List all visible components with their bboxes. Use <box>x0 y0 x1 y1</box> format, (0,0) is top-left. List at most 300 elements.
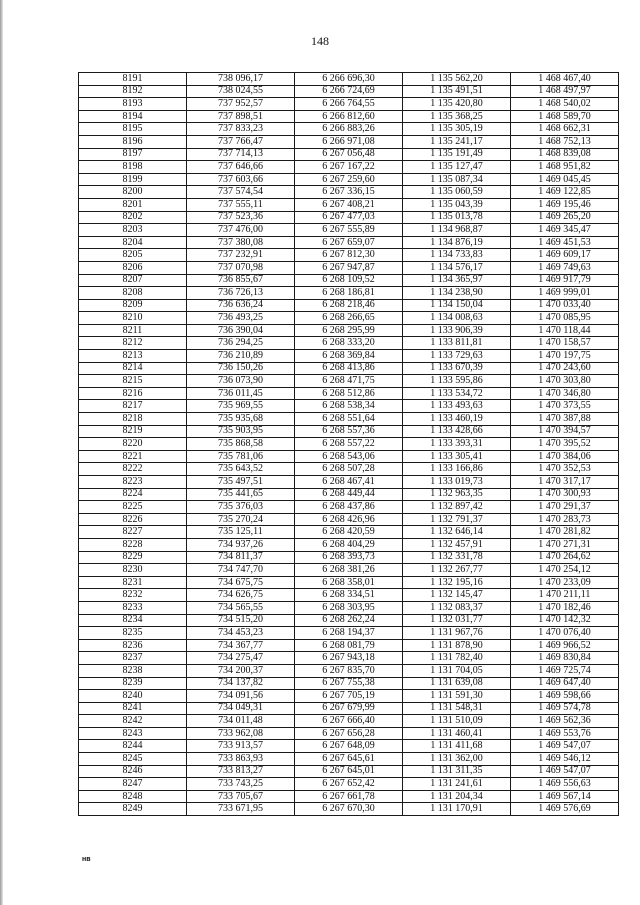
point-number-cell: 8234 <box>79 614 187 627</box>
table-row <box>79 727 619 740</box>
table-row <box>79 362 619 375</box>
point-number-cell: 8236 <box>79 639 187 652</box>
coordinate-cell: 1 133 166,86 <box>403 463 511 476</box>
point-number-cell: 8212 <box>79 337 187 350</box>
coordinate-cell: 736 011,45 <box>187 387 295 400</box>
coordinate-cell: 1 135 368,25 <box>403 110 511 123</box>
point-number-cell: 8228 <box>79 538 187 551</box>
point-number-cell: 8219 <box>79 425 187 438</box>
table-row <box>79 85 619 98</box>
table-row <box>79 740 619 753</box>
coordinate-cell: 1 469 966,52 <box>511 639 619 652</box>
coordinate-cell: 1 469 045,45 <box>511 173 619 186</box>
coordinate-cell: 1 470 387,88 <box>511 413 619 426</box>
table-row <box>79 463 619 476</box>
coordinate-cell: 6 268 426,96 <box>295 513 403 526</box>
table-row <box>79 211 619 224</box>
point-number-cell: 8204 <box>79 236 187 249</box>
coordinate-cell: 6 268 334,51 <box>295 589 403 602</box>
coordinate-cell: 6 267 056,48 <box>295 148 403 161</box>
coordinate-cell: 1 133 906,39 <box>403 324 511 337</box>
table-row <box>79 123 619 136</box>
coordinate-cell: 733 705,67 <box>187 790 295 803</box>
coordinate-cell: 1 131 878,90 <box>403 639 511 652</box>
coordinate-cell: 1 133 393,31 <box>403 438 511 451</box>
coordinate-cell: 6 268 393,73 <box>295 551 403 564</box>
point-number-cell: 8215 <box>79 375 187 388</box>
coordinate-cell: 1 135 241,17 <box>403 135 511 148</box>
coordinate-cell: 1 469 553,76 <box>511 727 619 740</box>
coordinate-cell: 1 470 243,60 <box>511 362 619 375</box>
coordinate-cell: 1 470 317,17 <box>511 476 619 489</box>
coordinate-cell: 1 468 589,70 <box>511 110 619 123</box>
coordinate-cell: 1 135 087,34 <box>403 173 511 186</box>
table-row <box>79 438 619 451</box>
coordinate-cell: 734 049,31 <box>187 702 295 715</box>
point-number-cell: 8224 <box>79 488 187 501</box>
table-row <box>79 564 619 577</box>
coordinate-cell: 735 441,65 <box>187 488 295 501</box>
coordinate-cell: 6 268 303,95 <box>295 601 403 614</box>
coordinate-cell: 1 470 142,32 <box>511 614 619 627</box>
coordinate-cell: 6 268 295,99 <box>295 324 403 337</box>
table-row <box>79 274 619 287</box>
coordinate-cell: 6 266 696,30 <box>295 73 403 86</box>
coordinate-cell: 737 574,54 <box>187 186 295 199</box>
coordinate-cell: 6 266 971,08 <box>295 135 403 148</box>
table-row <box>79 287 619 300</box>
point-number-cell: 8205 <box>79 249 187 262</box>
coordinate-cell: 1 470 373,55 <box>511 400 619 413</box>
page-number: 148 <box>311 34 329 48</box>
coordinate-cell: 734 937,26 <box>187 538 295 551</box>
coordinate-cell: 1 469 609,17 <box>511 249 619 262</box>
coordinate-cell: 737 603,66 <box>187 173 295 186</box>
coordinate-cell: 1 470 384,06 <box>511 450 619 463</box>
point-number-cell: 8239 <box>79 677 187 690</box>
table-row <box>79 639 619 652</box>
table-row <box>79 589 619 602</box>
coordinate-cell: 6 267 670,30 <box>295 803 403 816</box>
coordinate-cell: 1 131 591,30 <box>403 690 511 703</box>
coordinate-cell: 6 268 471,75 <box>295 375 403 388</box>
point-number-cell: 8198 <box>79 161 187 174</box>
point-number-cell: 8218 <box>79 413 187 426</box>
coordinate-cell: 6 268 437,86 <box>295 501 403 514</box>
coordinate-cell: 1 131 782,40 <box>403 652 511 665</box>
coordinate-cell: 1 469 598,66 <box>511 690 619 703</box>
table-row <box>79 98 619 111</box>
coordinate-cell: 736 073,90 <box>187 375 295 388</box>
coordinate-cell: 1 135 127,47 <box>403 161 511 174</box>
coordinate-cell: 1 133 534,72 <box>403 387 511 400</box>
coordinate-cell: 6 267 943,18 <box>295 652 403 665</box>
point-number-cell: 8196 <box>79 135 187 148</box>
table-row <box>79 186 619 199</box>
coordinate-cell: 1 131 460,41 <box>403 727 511 740</box>
coordinate-cell: 1 134 968,87 <box>403 224 511 237</box>
table-row <box>79 715 619 728</box>
table-row <box>79 299 619 312</box>
point-number-cell: 8230 <box>79 564 187 577</box>
coordinate-cell: 1 469 547,07 <box>511 765 619 778</box>
coordinate-cell: 1 470 281,82 <box>511 526 619 539</box>
coordinate-cell: 1 469 562,36 <box>511 715 619 728</box>
table-row <box>79 161 619 174</box>
coordinate-cell: 735 969,55 <box>187 400 295 413</box>
coordinate-cell: 6 267 555,89 <box>295 224 403 237</box>
coordinate-cell: 737 523,36 <box>187 211 295 224</box>
coordinate-cell: 735 125,11 <box>187 526 295 539</box>
point-number-cell: 8227 <box>79 526 187 539</box>
point-number-cell: 8199 <box>79 173 187 186</box>
coordinate-cell: 1 132 791,37 <box>403 513 511 526</box>
coordinate-cell: 734 626,75 <box>187 589 295 602</box>
coordinate-cell: 735 376,03 <box>187 501 295 514</box>
point-number-cell: 8209 <box>79 299 187 312</box>
coordinate-cell: 738 096,17 <box>187 73 295 86</box>
coordinate-cell: 734 091,56 <box>187 690 295 703</box>
coordinate-cell: 1 131 967,76 <box>403 627 511 640</box>
coordinate-cell: 1 469 195,46 <box>511 198 619 211</box>
coordinate-cell: 1 131 510,09 <box>403 715 511 728</box>
coordinate-cell: 6 266 764,55 <box>295 98 403 111</box>
coordinate-cell: 733 813,27 <box>187 765 295 778</box>
scan-edge <box>0 0 3 905</box>
coordinate-cell: 1 133 493,63 <box>403 400 511 413</box>
coordinate-cell: 1 469 647,40 <box>511 677 619 690</box>
table-row <box>79 198 619 211</box>
coordinate-cell: 1 132 145,47 <box>403 589 511 602</box>
coordinate-cell: 1 469 451,53 <box>511 236 619 249</box>
coordinate-cell: 1 470 283,73 <box>511 513 619 526</box>
coordinate-cell: 734 137,82 <box>187 677 295 690</box>
table-row <box>79 488 619 501</box>
table-row <box>79 702 619 715</box>
coordinate-cell: 736 726,13 <box>187 287 295 300</box>
coordinate-cell: 1 470 158,57 <box>511 337 619 350</box>
table-row <box>79 601 619 614</box>
coordinate-cell: 1 134 733,83 <box>403 249 511 262</box>
coordinate-cell: 1 468 540,02 <box>511 98 619 111</box>
table-row <box>79 627 619 640</box>
coordinate-cell: 1 132 331,78 <box>403 551 511 564</box>
coordinate-cell: 1 470 395,52 <box>511 438 619 451</box>
coordinate-cell: 1 470 394,57 <box>511 425 619 438</box>
point-number-cell: 8247 <box>79 778 187 791</box>
table-row <box>79 73 619 86</box>
coordinate-cell: 6 268 507,28 <box>295 463 403 476</box>
coordinate-cell: 737 714,13 <box>187 148 295 161</box>
coordinate-cell: 735 935,68 <box>187 413 295 426</box>
coordinate-cell: 735 781,06 <box>187 450 295 463</box>
table-row <box>79 614 619 627</box>
coordinate-cell: 1 470 352,53 <box>511 463 619 476</box>
coordinate-cell: 736 493,25 <box>187 312 295 325</box>
coordinate-cell: 6 267 167,22 <box>295 161 403 174</box>
coordinate-cell: 6 268 449,44 <box>295 488 403 501</box>
point-number-cell: 8197 <box>79 148 187 161</box>
coordinate-cell: 738 024,55 <box>187 85 295 98</box>
table-row <box>79 324 619 337</box>
coordinate-cell: 736 210,89 <box>187 350 295 363</box>
coordinate-cell: 6 267 652,42 <box>295 778 403 791</box>
coordinate-cell: 6 266 883,26 <box>295 123 403 136</box>
coordinate-cell: 1 470 085,95 <box>511 312 619 325</box>
point-number-cell: 8221 <box>79 450 187 463</box>
coordinate-cell: 6 268 218,46 <box>295 299 403 312</box>
table-row <box>79 375 619 388</box>
point-number-cell: 8244 <box>79 740 187 753</box>
coordinate-cell: 737 646,66 <box>187 161 295 174</box>
coordinate-cell: 6 268 369,84 <box>295 350 403 363</box>
coordinate-cell: 6 268 081,79 <box>295 639 403 652</box>
coordinate-cell: 1 470 076,40 <box>511 627 619 640</box>
coordinate-cell: 736 636,24 <box>187 299 295 312</box>
coordinate-cell: 1 131 241,61 <box>403 778 511 791</box>
coordinate-cell: 1 469 345,47 <box>511 224 619 237</box>
coordinate-cell: 1 135 491,51 <box>403 85 511 98</box>
table-row <box>79 413 619 426</box>
coordinate-cell: 6 268 262,24 <box>295 614 403 627</box>
coordinate-cell: 737 070,98 <box>187 261 295 274</box>
coordinate-cell: 1 469 567,14 <box>511 790 619 803</box>
coordinate-cell: 1 468 662,31 <box>511 123 619 136</box>
coordinate-cell: 6 267 656,28 <box>295 727 403 740</box>
coordinate-cell: 737 952,57 <box>187 98 295 111</box>
coordinate-cell: 6 268 551,64 <box>295 413 403 426</box>
coordinate-cell: 1 469 917,79 <box>511 274 619 287</box>
coordinate-cell: 1 470 264,62 <box>511 551 619 564</box>
coordinate-cell: 737 833,23 <box>187 123 295 136</box>
point-number-cell: 8248 <box>79 790 187 803</box>
coordinate-cell: 1 134 238,90 <box>403 287 511 300</box>
coordinate-cell: 1 133 305,41 <box>403 450 511 463</box>
footer-mark: нв <box>82 856 91 863</box>
table-row <box>79 538 619 551</box>
point-number-cell: 8243 <box>79 727 187 740</box>
table-row <box>79 148 619 161</box>
coordinate-cell: 1 133 019,73 <box>403 476 511 489</box>
coordinate-cell: 6 267 645,61 <box>295 753 403 766</box>
coordinate-cell: 1 470 271,31 <box>511 538 619 551</box>
coordinate-cell: 1 133 595,86 <box>403 375 511 388</box>
point-number-cell: 8216 <box>79 387 187 400</box>
point-number-cell: 8192 <box>79 85 187 98</box>
point-number-cell: 8195 <box>79 123 187 136</box>
coordinate-cell: 733 671,95 <box>187 803 295 816</box>
coordinate-cell: 1 470 197,75 <box>511 350 619 363</box>
coordinate-cell: 1 132 083,37 <box>403 601 511 614</box>
coordinate-cell: 1 469 546,12 <box>511 753 619 766</box>
coordinate-cell: 736 855,67 <box>187 274 295 287</box>
coordinate-cell: 733 743,25 <box>187 778 295 791</box>
coordinate-cell: 734 811,37 <box>187 551 295 564</box>
table-row <box>79 387 619 400</box>
table-row <box>79 576 619 589</box>
coordinate-cell: 1 470 300,93 <box>511 488 619 501</box>
coordinate-cell: 6 267 259,60 <box>295 173 403 186</box>
table-row <box>79 236 619 249</box>
coordinate-cell: 1 135 305,19 <box>403 123 511 136</box>
coordinate-cell: 737 766,47 <box>187 135 295 148</box>
coordinate-cell: 6 267 812,30 <box>295 249 403 262</box>
coordinate-cell: 6 268 557,36 <box>295 425 403 438</box>
coordinate-cell: 6 267 336,15 <box>295 186 403 199</box>
point-number-cell: 8194 <box>79 110 187 123</box>
coordinate-cell: 1 468 951,82 <box>511 161 619 174</box>
coordinate-cell: 1 132 897,42 <box>403 501 511 514</box>
coordinate-cell: 1 132 267,77 <box>403 564 511 577</box>
point-number-cell: 8237 <box>79 652 187 665</box>
coordinate-cell: 1 470 254,12 <box>511 564 619 577</box>
table-row <box>79 135 619 148</box>
coordinate-cell: 1 469 556,63 <box>511 778 619 791</box>
coordinate-cell: 6 267 705,19 <box>295 690 403 703</box>
coordinate-cell: 733 962,08 <box>187 727 295 740</box>
coordinate-cell: 1 135 043,39 <box>403 198 511 211</box>
point-number-cell: 8201 <box>79 198 187 211</box>
coordinate-cell: 1 469 265,20 <box>511 211 619 224</box>
point-number-cell: 8222 <box>79 463 187 476</box>
coordinate-cell: 6 267 947,87 <box>295 261 403 274</box>
coordinate-cell: 736 150,26 <box>187 362 295 375</box>
table-row <box>79 526 619 539</box>
point-number-cell: 8232 <box>79 589 187 602</box>
coordinate-cell: 6 268 266,65 <box>295 312 403 325</box>
coordinate-cell: 1 469 830,84 <box>511 652 619 665</box>
point-number-cell: 8210 <box>79 312 187 325</box>
table-row <box>79 400 619 413</box>
coordinate-cell: 6 268 467,41 <box>295 476 403 489</box>
point-number-cell: 8226 <box>79 513 187 526</box>
point-number-cell: 8206 <box>79 261 187 274</box>
coordinate-cell: 734 675,75 <box>187 576 295 589</box>
coordinate-cell: 1 470 291,37 <box>511 501 619 514</box>
coordinate-cell: 1 135 060,59 <box>403 186 511 199</box>
point-number-cell: 8191 <box>79 73 187 86</box>
coordinate-cell: 736 294,25 <box>187 337 295 350</box>
point-number-cell: 8223 <box>79 476 187 489</box>
point-number-cell: 8249 <box>79 803 187 816</box>
table-row <box>79 690 619 703</box>
table-row <box>79 224 619 237</box>
table-row <box>79 261 619 274</box>
coordinate-cell: 1 131 411,68 <box>403 740 511 753</box>
coordinate-cell: 1 132 031,77 <box>403 614 511 627</box>
coordinate-cell: 1 470 233,09 <box>511 576 619 589</box>
point-number-cell: 8200 <box>79 186 187 199</box>
point-number-cell: 8207 <box>79 274 187 287</box>
coordinate-cell: 1 468 467,40 <box>511 73 619 86</box>
table-row <box>79 778 619 791</box>
coordinate-cell: 1 131 704,05 <box>403 664 511 677</box>
coordinate-cell: 6 267 666,40 <box>295 715 403 728</box>
coordinate-cell: 1 468 497,97 <box>511 85 619 98</box>
point-number-cell: 8245 <box>79 753 187 766</box>
point-number-cell: 8217 <box>79 400 187 413</box>
coordinate-cell: 1 470 182,46 <box>511 601 619 614</box>
coordinate-cell: 734 200,37 <box>187 664 295 677</box>
coordinate-cell: 1 468 752,13 <box>511 135 619 148</box>
coordinate-cell: 6 268 413,86 <box>295 362 403 375</box>
table-row <box>79 337 619 350</box>
table-body <box>79 73 619 816</box>
coordinate-cell: 1 133 670,39 <box>403 362 511 375</box>
table-row <box>79 425 619 438</box>
point-number-cell: 8246 <box>79 765 187 778</box>
point-number-cell: 8213 <box>79 350 187 363</box>
table-row <box>79 476 619 489</box>
coordinate-cell: 6 267 408,21 <box>295 198 403 211</box>
coordinate-cell: 1 470 346,80 <box>511 387 619 400</box>
point-number-cell: 8233 <box>79 601 187 614</box>
coordinate-cell: 6 268 543,06 <box>295 450 403 463</box>
coordinate-cell: 1 469 749,63 <box>511 261 619 274</box>
coordinate-cell: 6 268 109,52 <box>295 274 403 287</box>
table-row <box>79 249 619 262</box>
point-number-cell: 8241 <box>79 702 187 715</box>
coordinate-cell: 1 132 195,16 <box>403 576 511 589</box>
coordinate-cell: 1 131 170,91 <box>403 803 511 816</box>
coordinate-cell: 736 390,04 <box>187 324 295 337</box>
coordinates-table <box>78 72 619 816</box>
coordinate-cell: 735 270,24 <box>187 513 295 526</box>
point-number-cell: 8229 <box>79 551 187 564</box>
point-number-cell: 8235 <box>79 627 187 640</box>
coordinate-cell: 1 469 576,69 <box>511 803 619 816</box>
coordinate-cell: 1 131 548,31 <box>403 702 511 715</box>
coordinate-cell: 6 268 186,81 <box>295 287 403 300</box>
coordinate-cell: 734 275,47 <box>187 652 295 665</box>
table-row <box>79 501 619 514</box>
table-row <box>79 765 619 778</box>
coordinate-cell: 1 134 576,17 <box>403 261 511 274</box>
coordinate-cell: 735 868,58 <box>187 438 295 451</box>
coordinate-cell: 1 132 963,35 <box>403 488 511 501</box>
coordinate-cell: 6 268 358,01 <box>295 576 403 589</box>
coordinate-cell: 735 643,52 <box>187 463 295 476</box>
coordinate-cell: 1 133 811,81 <box>403 337 511 350</box>
coordinate-cell: 1 133 729,63 <box>403 350 511 363</box>
coordinate-cell: 6 268 194,37 <box>295 627 403 640</box>
coordinate-cell: 6 268 404,29 <box>295 538 403 551</box>
point-number-cell: 8193 <box>79 98 187 111</box>
coordinate-cell: 6 268 512,86 <box>295 387 403 400</box>
point-number-cell: 8242 <box>79 715 187 728</box>
coordinate-cell: 1 135 562,20 <box>403 73 511 86</box>
coordinate-cell: 1 469 547,07 <box>511 740 619 753</box>
coordinate-cell: 1 134 365,97 <box>403 274 511 287</box>
coordinate-cell: 733 913,57 <box>187 740 295 753</box>
coordinate-cell: 735 903,95 <box>187 425 295 438</box>
coordinate-cell: 734 747,70 <box>187 564 295 577</box>
coordinate-cell: 6 268 381,26 <box>295 564 403 577</box>
coordinate-cell: 1 132 646,14 <box>403 526 511 539</box>
coordinate-cell: 1 131 639,08 <box>403 677 511 690</box>
coordinate-cell: 1 133 428,66 <box>403 425 511 438</box>
point-number-cell: 8238 <box>79 664 187 677</box>
coordinate-cell: 734 367,77 <box>187 639 295 652</box>
coordinate-cell: 6 268 557,22 <box>295 438 403 451</box>
table-row <box>79 312 619 325</box>
coordinate-cell: 1 132 457,91 <box>403 538 511 551</box>
table-row <box>79 173 619 186</box>
coordinate-cell: 737 380,08 <box>187 236 295 249</box>
coordinate-cell: 734 515,20 <box>187 614 295 627</box>
point-number-cell: 8214 <box>79 362 187 375</box>
coordinate-cell: 6 267 835,70 <box>295 664 403 677</box>
